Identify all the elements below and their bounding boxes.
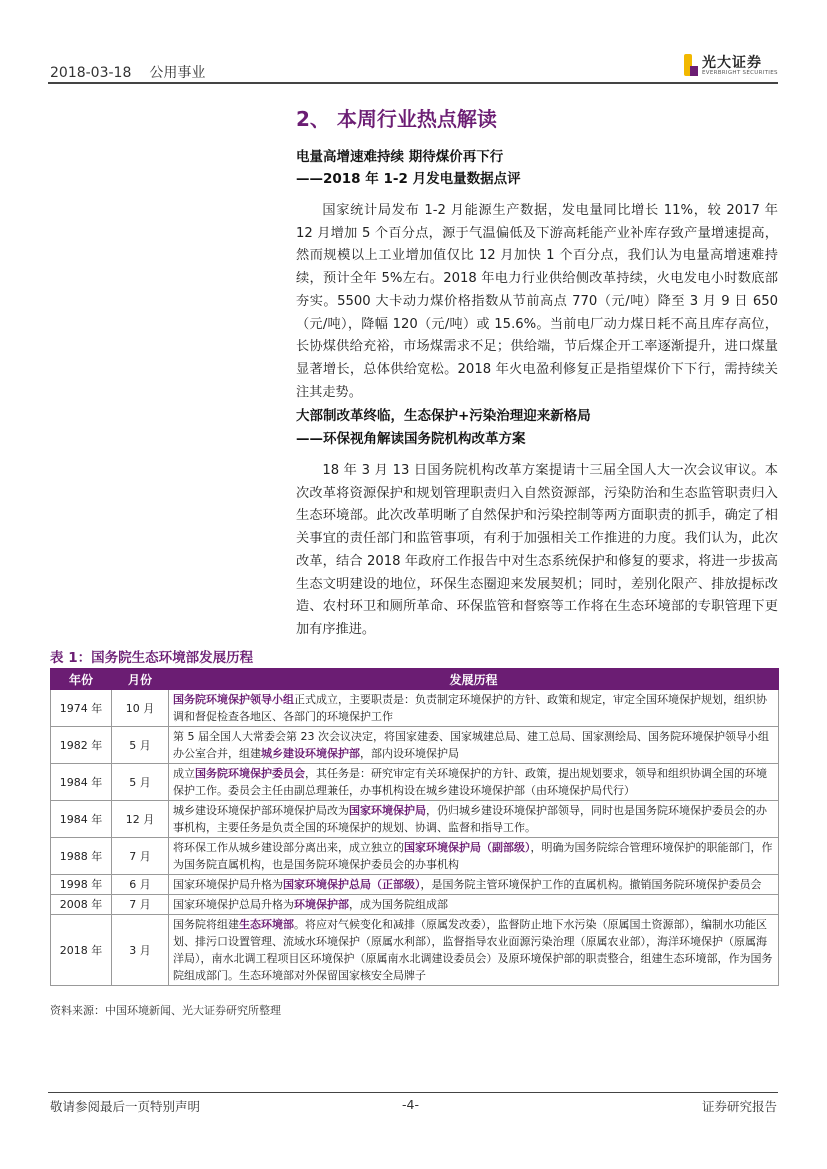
history-highlight: 国家环境保护总局（正部级）	[283, 878, 421, 891]
row-history	[169, 895, 779, 915]
history-text-post: ，是国务院主管环境保护工作的直属机构。撤销国务院环境保护委员会	[420, 878, 762, 891]
table-source: 资料来源：中国环境新闻、光大证券研究所整理	[50, 1004, 281, 1017]
industry-label: 公用事业	[149, 65, 206, 81]
row-month: 7 月	[112, 895, 169, 915]
row-year: 1974 年	[51, 690, 112, 727]
row-year: 2018 年	[51, 915, 112, 986]
history-text-post: ，仍归城乡建设环境保护部领导，同时也是国务院环境保护委员会的办事机构，主要任务是负责全国的环境保护的规划、协调、监督和指导工作。	[173, 804, 767, 834]
row-year: 1984 年	[51, 764, 112, 801]
row-year: 1988 年	[51, 838, 112, 875]
history-highlight: 国家环境保护局	[349, 804, 426, 817]
row-history	[169, 838, 779, 875]
row-year: 1998 年	[51, 875, 112, 895]
history-text-post: ，其任务是：研究审定有关环境保护的方针、政策，提出规划要求，领导和组织协调全国的环境保护工作。委员会主任由副总理兼任，办事机构设在城乡建设环境保护部（由环境保护局代行）	[173, 767, 767, 797]
row-month: 10 月	[112, 690, 169, 727]
report-header-meta	[50, 62, 205, 82]
table-row	[51, 727, 779, 764]
logo-mark-accent-icon	[690, 66, 698, 76]
history-text-pre: 成立	[173, 767, 195, 780]
history-text-pre: 国务院将组建	[173, 918, 239, 931]
article2-body: 18 年 3 月 13 日国务院机构改革方案提请十三届全国人大一次会议审议。本次改革将资源保护和规划管理职责归入自然资源部，污染防治和生态监管职责归入生态环境部。此次改革明晰了自然保护和污染控制等两方面职责的抓手，确定了相关事宜的责任部门和监管事项，有利于加强相关工作推进的力度。我们认为，此次改革，结合 2018 年政府工作报告中对生态系统保护和修复的要求，将进一步拔高生态文明建设的地位，环保生态圈迎来发展契机；同时，差别化限产、排放提标改造、农村环卫和厕所革命、环保监管和督察等工作将在生态环境部的专职管理下更加有序推进。	[296, 463, 778, 637]
table-row	[51, 838, 779, 875]
history-highlight: 国务院环境保护领导小组	[173, 693, 294, 706]
header-history: 发展历程	[169, 669, 779, 690]
table-row	[51, 895, 779, 915]
row-history	[169, 764, 779, 801]
article1-body: 国家统计局发布 1-2 月能源生产数据，发电量同比增长 11%，较 2017 年 12 月增加 5 个百分点，源于气温偏低及下游高耗能产业补库存致产量增速提高，然而规模以上工业增加值仅比 12 月加快 1 个百分点，我们认为电量高增速难持续，预计全年 5%左右。2018 年电力行业供给侧改革持续，火电发电小时数底部夯实。5500 大卡动力煤价格指数从节前高点 770（元/吨）降至 3 月 9 日 650（元/吨），降幅 120（元/吨）或 15.6%。当前电厂动力煤日耗不高且库存高位，长协煤供给充裕，市场煤需求不足；供给端，节后煤企开工率逐渐提升，进口煤量显著增长，总体供给宽松。2018 年火电盈利修复正是指望煤价下下行，需持续关注其走势。	[296, 203, 778, 400]
logo-name-en: EVERBRIGHT SECURITIES	[702, 70, 778, 76]
table-row	[51, 915, 779, 986]
history-text-post: ，部内设环境保护局	[360, 747, 459, 760]
history-text-pre: 将环保工作从城乡建设部分离出来，成立独立的	[173, 841, 404, 854]
report-date: 2018-03-18	[50, 65, 132, 81]
row-history	[169, 915, 779, 986]
row-month: 12 月	[112, 801, 169, 838]
history-text-post: ，明确为国务院综合管理环境保护的职能部门，作为国务院直属机构，也是国务院环境保护委员会的办事机构	[173, 841, 773, 871]
row-year: 1982 年	[51, 727, 112, 764]
footer-divider	[48, 1092, 778, 1093]
history-text-pre: 国家环境保护总局升格为	[173, 898, 294, 911]
article2-title: 大部制改革终临，生态保护+污染治理迎来新格局	[296, 408, 591, 424]
page-number: -4-	[402, 1097, 419, 1112]
table-row	[51, 690, 779, 727]
article1-title: 电量高增速难持续 期待煤价再下行	[296, 149, 504, 165]
history-highlight: 城乡建设环境保护部	[261, 747, 360, 760]
row-month: 5 月	[112, 764, 169, 801]
logo-name-cn: 光大证券	[702, 55, 762, 71]
row-history	[169, 801, 779, 838]
history-text-pre: 城乡建设环境保护部环境保护局改为	[173, 804, 349, 817]
history-text-post: 正式成立，主要职责是：负责制定环境保护的方针、政策和规定，审定全国环境保护规划，组织协调和督促检查各地区、各部门的环境保护工作	[173, 693, 767, 723]
table-row	[51, 801, 779, 838]
history-highlight: 环境保护部	[294, 898, 349, 911]
row-history	[169, 875, 779, 895]
article2-subtitle: ——环保视角解读国务院机构改革方案	[296, 431, 526, 447]
table-header-row	[51, 669, 779, 690]
report-type: 证券研究报告	[702, 1099, 778, 1114]
header-year: 年份	[51, 669, 112, 690]
row-year: 2008 年	[51, 895, 112, 915]
history-text-post: ，成为国务院组成部	[349, 898, 448, 911]
table-caption: 表 1：国务院生态环境部发展历程	[50, 650, 254, 666]
article1-subtitle: ——2018 年 1-2 月发电量数据点评	[296, 171, 521, 187]
header-month: 月份	[112, 669, 169, 690]
row-history	[169, 727, 779, 764]
footer-disclaimer: 敬请参阅最后一页特别声明	[50, 1099, 201, 1114]
row-month: 7 月	[112, 838, 169, 875]
table-row	[51, 875, 779, 895]
row-history	[169, 690, 779, 727]
history-highlight: 国家环境保护局（副部级）	[404, 841, 531, 854]
history-text-post: 。将应对气候变化和减排（原属发改委），监督防止地下水污染（原属国土资源部），编制水功能区划、排污口设置管理、流域水环境保护（原属水利部），监督指导农业面源污染治理（原属农业部），海洋环境保护（原属海洋局），南水北调工程项目区环境保护（原属南水北调建设委员会）及原环境保护部的职责整合，组建生态环境部，作为国务院组成部门。生态环境部对外保留国家核安全局牌子	[173, 918, 773, 982]
history-highlight: 国务院环境保护委员会	[195, 767, 305, 780]
header-divider	[48, 82, 778, 84]
history-highlight: 生态环境部	[239, 918, 294, 931]
row-month: 6 月	[112, 875, 169, 895]
history-text-pre: 第 5 届全国人大常委会第 23 次会议决定，将国家建委、国家城建总局、建工总局、国家测绘局、国务院环境保护领导小组办公室合并，组建	[173, 730, 769, 760]
section-title: 2、 本周行业热点解读	[296, 107, 497, 131]
row-year: 1984 年	[51, 801, 112, 838]
row-month: 3 月	[112, 915, 169, 986]
table-row	[51, 764, 779, 801]
history-table	[50, 668, 779, 986]
row-month: 5 月	[112, 727, 169, 764]
history-text-pre: 国家环境保护局升格为	[173, 878, 283, 891]
